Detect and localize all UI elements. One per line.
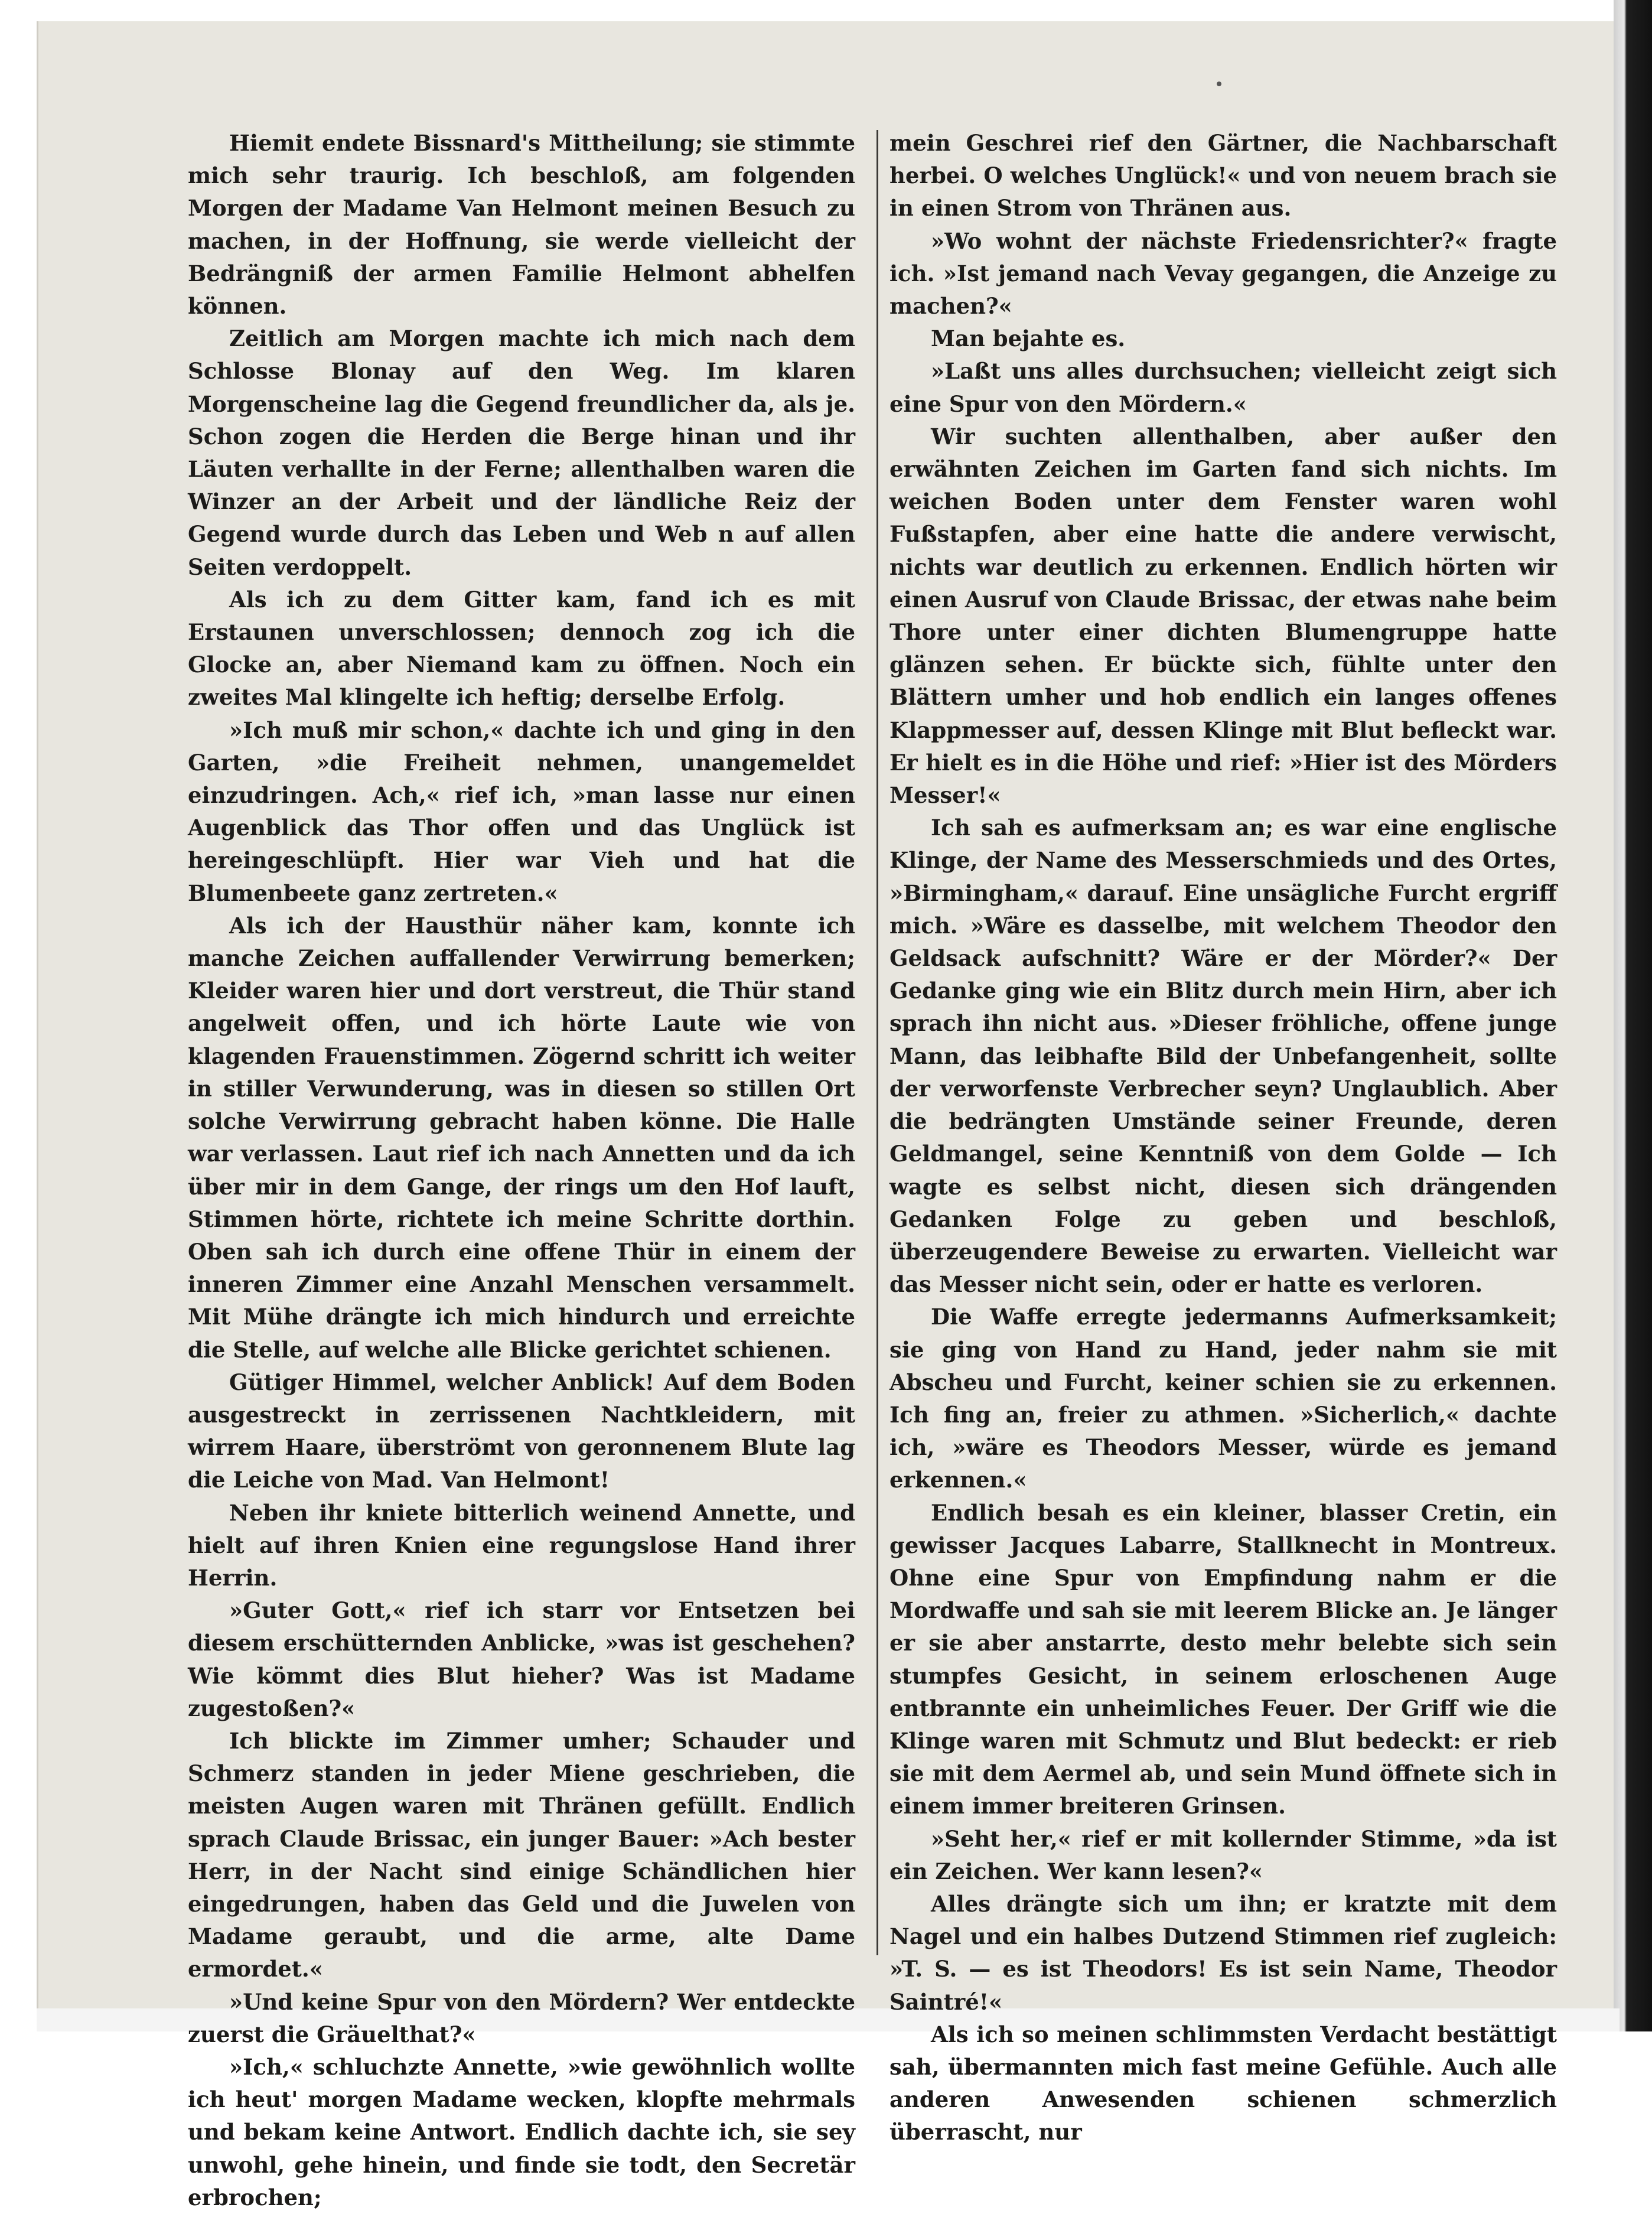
paragraph: Ich sah es aufmerksam an; es war eine englische Klinge, der Name des Messerschmieds und des Ortes, »Birmingham,« darauf. Eine unsägliche Furcht ergriff mich. »Wäre es dasselbe, mit welchem Theodor den Geldsack aufschnitt? Wäre er der Mörder?« Der Gedanke ging wie ein Blitz durch mein Hirn, aber ich sprach ihn nicht aus. »Dieser fröhliche, offene junge Mann, das leibhafte Bild der Unbefangenheit, sollte der verworfenste Verbrecher seyn? Unglaublich. Aber die bedrängten Umstände seiner Freunde, deren Geldmangel, seine Kenntniß von dem Golde — Ich wagte es selbst nicht, diesen sich drängenden Gedanken Folge zu geben und beschloß, überzeugendere Beweise zu erwarten. Vielleicht war das Messer nicht sein, oder er hatte es verloren. [889, 815, 1557, 1298]
paragraph: Als ich zu dem Gitter kam, fand ich es mit Erstaunen unverschlossen; dennoch zog ich die Glocke an, aber Niemand kam zu öffnen. Noch ein zweites Mal klingelte ich heftig; derselbe Erfolg. [188, 586, 855, 711]
paragraph: »Ich,« schluchzte Annette, »wie gewöhnlich wollte ich heut' morgen Madame wecken, klopfte mehrmals und bekam keine Antwort. Endlich dachte ich, sie sey unwohl, gehe hinein, und finde sie todt, den Secretär erbrochen; [188, 2053, 855, 2210]
paragraph: Alles drängte sich um ihn; er kratzte mit dem Nagel und ein halbes Dutzend Stimmen rief zugleich: »T. S. — es ist Theodors! Es ist sein Name, Theodor Saintré!« [889, 1890, 1557, 2015]
paragraph: Wir suchten allenthalben, aber außer den erwähnten Zeichen im Garten fand sich nichts. Im weichen Boden unter dem Fenster waren wohl Fußstapfen, aber eine hatte die andere verwischt, nichts war deutlich zu erkennen. Endlich hörten wir einen Ausruf von Claude Brissac, der etwas nahe beim Thore unter einer dichten Blumengruppe hatte glänzen sehen. Er bückte sich, fühlte unter den Blättern umher und hob endlich ein langes offenes Klappmesser auf, dessen Klinge mit Blut befleckt war. Er hielt es in die Höhe und rief: »Hier ist des Mörders Messer!« [889, 423, 1557, 809]
paragraph: Als ich so meinen schlimmsten Verdacht bestättigt sah, übermannten mich fast meine Gefühle. Auch alle anderen Anwesenden schienen schmerzlich überrascht, nur [889, 2021, 1557, 2145]
paragraph: »Laßt uns alles durchsuchen; vielleicht zeigt sich eine Spur von den Mördern.« [889, 358, 1557, 417]
paragraph: Ich blickte im Zimmer umher; Schauder und Schmerz standen in jeder Miene geschrieben, die meisten Augen waren mit Thränen gefüllt. Endlich sprach Claude Brissac, ein junger Bauer: »Ach bester Herr, in der Nacht sind einige Schändlichen hier eingedrungen, haben das Geld und die Juwelen von Madame geraubt, und die arme, alte Dame ermordet.« [188, 1727, 855, 1982]
paragraph: mein Geschrei rief den Gärtner, die Nachbarschaft herbei. O welches Unglück!« und von neuem brach sie in einen Strom von Thränen aus. [889, 130, 1557, 222]
paragraph: Man bejahte es. [931, 325, 1126, 352]
paragraph: Zeitlich am Morgen machte ich mich nach dem Schlosse Blonay auf den Weg. Im klaren Morgenscheine lag die Gegend freundlicher da, als je. Schon zogen die Herden die Berge hinan und ihr Läuten verhallte in der Ferne; allenthalben waren die Winzer an der Arbeit und der ländliche Reiz der Gegend wurde durch das Leben und Web n auf allen Seiten verdoppelt. [188, 325, 855, 580]
ink-speck [1217, 82, 1221, 86]
column-divider [876, 130, 878, 1955]
paragraph: Gütiger Himmel, welcher Anblick! Auf dem Boden ausgestreckt in zerrissenen Nachtkleidern, mit wirrem Haare, überströmt von geronnenem Blute lag die Leiche von Mad. Van Helmont! [188, 1369, 855, 1493]
paragraph: Die Waffe erregte jedermanns Aufmerksamkeit; sie ging von Hand zu Hand, jeder nahm sie mit Abscheu und Furcht, keiner schien sie zu erkennen. Ich fing an, freier zu athmen. »Sicherlich,« dachte ich, »wäre es Theodors Messer, würde es jemand erkennen.« [889, 1304, 1557, 1493]
paragraph: »Seht her,« rief er mit kollernder Stimme, »da ist ein Zeichen. Wer kann lesen?« [889, 1825, 1557, 1884]
scan-edge-right [1614, 0, 1652, 2031]
paragraph: Als ich der Hausthür näher kam, konnte ich manche Zeichen auffallender Verwirrung bemerken; Kleider waren hier und dort verstreut, die Thür stand angelweit offen, und ich hörte Laute wie von klagenden Frauenstimmen. Zögernd schritt ich weiter in stiller Verwunderung, was in diesen so stillen Ort solche Verwirrung gebracht haben könne. Die Halle war verlassen. Laut rief ich nach Annetten und da ich über mir in dem Gange, der rings um den Hof lauft, Stimmen hörte, richtete ich meine Schritte dorthin. Oben sah ich durch eine offene Thür in einem der inneren Zimmer eine Anzahl Menschen versammelt. Mit Mühe drängte ich mich hindurch und erreichte die Stelle, auf welche alle Blicke gerichtet schienen. [188, 912, 855, 1363]
paragraph: Hiemit endete Bissnard's Mittheilung; sie stimmte mich sehr traurig. Ich beschloß, am folgenden Morgen der Madame Van Helmont meinen Besuch zu machen, in der Hoffnung, sie werde vielleicht der Bedrängniß der armen Familie Helmont abhelfen können. [188, 130, 855, 320]
paragraph: Neben ihr kniete bitterlich weinend Annette, und hielt auf ihren Knien eine regungslose Hand ihrer Herrin. [188, 1499, 855, 1591]
right-column [889, 127, 1557, 2145]
paragraph: Endlich besah es ein kleiner, blasser Cretin, ein gewisser Jacques Labarre, Stallknecht in Montreux. Ohne eine Spur von Empfindung nahm er die Mordwaffe und sah sie mit leerem Blicke an. Je länger er sie aber anstarrte, desto mehr belebte sich sein stumpfes Gesicht, in seinem erloschenen Auge entbrannte ein unheimliches Feuer. Der Griff wie die Klinge waren mit Schmutz und Blut bedeckt: er rieb sie mit dem Aermel ab, und sein Mund öffnete sich in einem immer breiteren Grinsen. [889, 1499, 1557, 1819]
paragraph: »Wo wohnt der nächste Friedensrichter?« fragte ich. »Ist jemand nach Vevay gegangen, die Anzeige zu machen?« [889, 227, 1557, 320]
paragraph: »Ich muß mir schon,« dachte ich und ging in den Garten, »die Freiheit nehmen, unangemeldet einzudringen. Ach,« rief ich, »man lasse nur einen Augenblick das Thor offen und das Unglück ist hereingeschlüpft. Hier war Vieh und hat die Blumenbeete ganz zertreten.« [188, 717, 855, 906]
left-column [188, 127, 855, 2210]
paragraph: »Und keine Spur von den Mördern? Wer entdeckte zuerst die Gräuelthat?« [188, 1988, 855, 2047]
paragraph: »Guter Gott,« rief ich starr vor Entsetzen bei diesem erschütternden Anblicke, »was ist geschehen? Wie kömmt dies Blut hieher? Was ist Madame zugestoßen?« [188, 1597, 855, 1721]
